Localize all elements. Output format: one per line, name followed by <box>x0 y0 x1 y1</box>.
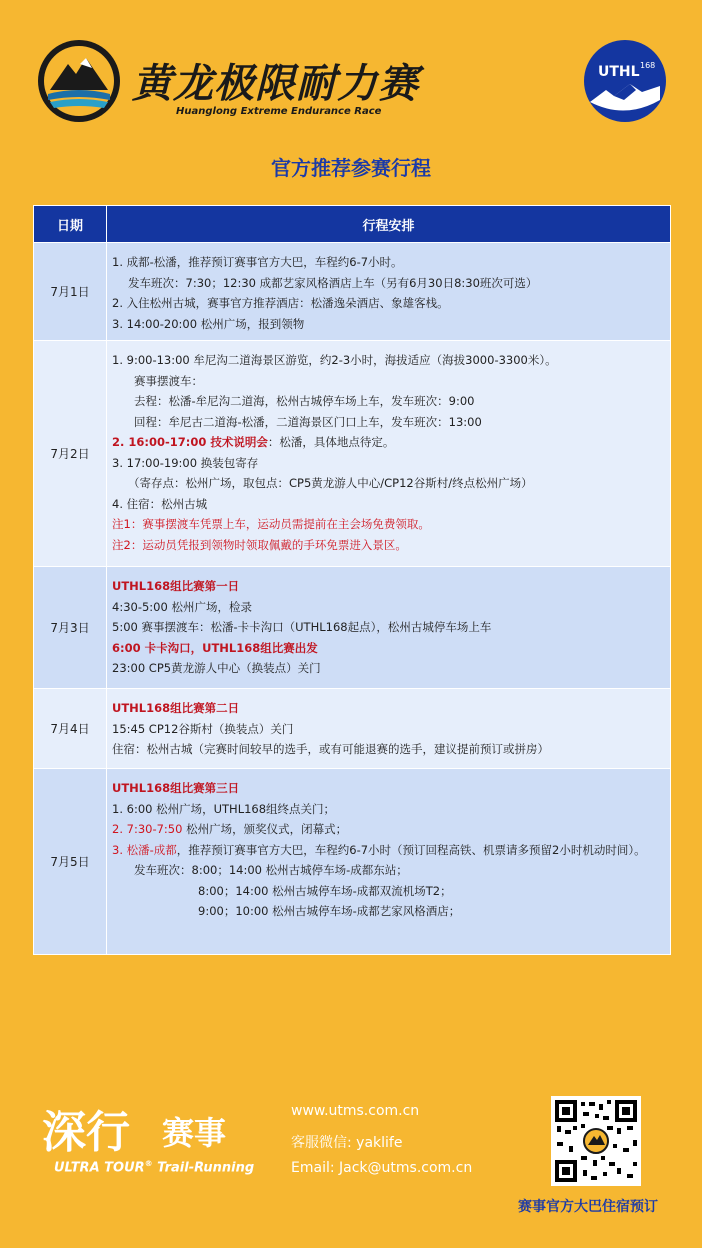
plan-line: 8:00；14:00 松州古城停车场-成都双流机场T2； <box>198 883 452 898</box>
day-heading: UTHL168组比赛第一日 <box>112 579 240 593</box>
plan-line: 15:45 CP12谷斯村（换装点）关门 <box>112 721 294 736</box>
plan-line: 23:00 CP5黄龙游人中心（换装点）关门 <box>112 661 321 675</box>
footer-logo-en <box>54 1159 254 1175</box>
plan-line: 4:30-5:00 松州广场，检录 <box>112 599 252 614</box>
row-date: 7月4日 <box>34 689 107 768</box>
registered-mark: ® <box>144 1159 153 1168</box>
huanglong-logo <box>36 38 122 124</box>
plan-text: ，推荐预订赛事官方大巴，车程约6-7小时（预订回程高铁、机票请多预留2小时机动时间）。 <box>176 842 646 857</box>
column-header-date: 日期 <box>34 206 107 242</box>
row-date: 7月5日 <box>34 769 107 954</box>
row-plan <box>107 341 670 566</box>
footer-wechat: 客服微信: yaklife <box>291 1135 403 1151</box>
footer-email[interactable]: Email: Jack@utms.com.cn <box>291 1160 473 1176</box>
highlight-text: 2. 16:00-17:00 技术说明会 <box>112 435 268 449</box>
plan-line: 3. 17:00-19:00 换装包寄存 <box>112 455 259 470</box>
uthl-text: UTHL <box>598 64 640 80</box>
plan-line: 1. 9:00-13:00 牟尼沟二道海景区游览，约2-3小时，海拔适应（海拔3000-3300米）。 <box>112 353 557 367</box>
column-header-plan: 行程安排 <box>362 218 415 234</box>
qr-code-icon[interactable] <box>551 1096 641 1186</box>
plan-text: 松州广场，颁奖仪式，闭幕式； <box>182 822 348 836</box>
highlight-line: 6:00 卡卡沟口，UTHL168组比赛出发 <box>112 640 318 655</box>
qr-caption: 赛事官方大巴住宿预订 <box>518 1199 658 1215</box>
brand-title-en: Huanglong Extreme Endurance Race <box>176 106 382 117</box>
note-line: 注1：赛事摆渡车凭票上车，运动员需提前在主会场免费领取。 <box>112 517 430 531</box>
uthl-168-logo <box>584 40 666 122</box>
row-plan <box>107 689 670 768</box>
plan-line: （寄存点：松州广场，取包点：CP5黄龙游人中心/CP12谷斯村/终点松州广场） <box>128 476 533 490</box>
row-date: 7月2日 <box>34 341 107 566</box>
plan-line <box>112 819 662 840</box>
plan-line: 去程：松潘-牟尼沟二道海，松州古城停车场上车，发车班次：9:00 <box>134 394 475 408</box>
itinerary-table <box>33 205 671 955</box>
plan-line: 4. 住宿：松州古城 <box>112 496 208 511</box>
row-plan <box>107 243 670 340</box>
plan-line: 发车班次：8:00；14:00 松州古城停车场-成都东站； <box>134 863 408 877</box>
plan-line: 1. 成都-松潘，推荐预订赛事官方大巴，车程约6-7小时。 <box>112 255 403 269</box>
page-title: 官方推荐参赛行程 <box>271 156 431 180</box>
note-line: 注2：运动员凭报到领物时领取佩戴的手环免票进入景区。 <box>112 537 407 552</box>
footer-logo-en-b: Trail-Running <box>157 1160 255 1176</box>
highlight-text: 3. 松潘-成都 <box>112 842 177 857</box>
plan-line: 回程：牟尼古二道海-松潘，二道海景区门口上车，发车班次：13:00 <box>134 414 482 429</box>
uthl-sup: 168 <box>640 61 656 70</box>
plan-line <box>112 840 662 861</box>
footer-logo-cn: 深行 <box>42 1107 130 1158</box>
day-heading: UTHL168组比赛第二日 <box>112 701 240 715</box>
plan-line: 2. 入住松州古城，赛事官方推荐酒店：松潘逸朵酒店、象雄客栈。 <box>112 296 449 310</box>
row-date: 7月1日 <box>34 243 107 340</box>
plan-line: 1. 6:00 松州广场，UTHL168组终点关门； <box>112 801 336 816</box>
table-row <box>34 768 670 954</box>
plan-line: 发车班次：7:30；12:30 成都艺家风格酒店上车（另有6月30日8:30班次可选） <box>128 275 538 290</box>
table-row <box>34 566 670 688</box>
table-header <box>34 206 670 242</box>
day-heading: UTHL168组比赛第三日 <box>112 781 240 795</box>
footer-logo-saishi: 赛事 <box>162 1114 227 1152</box>
table-row <box>34 242 670 340</box>
row-plan <box>107 769 670 954</box>
plan-line: 住宿：松州古城（完赛时间较早的选手，或有可能退赛的选手，建议提前预订或拼房） <box>112 742 549 756</box>
plan-line: 3. 14:00-20:00 松州广场，报到领物 <box>112 316 305 331</box>
highlight-text: 2. 7:30-7:50 <box>112 822 183 836</box>
plan-line: 赛事摆渡车： <box>134 373 203 388</box>
plan-text: ：松潘，具体地点待定。 <box>267 435 395 449</box>
footer-logo-en-a: ULTRA TOUR <box>54 1160 145 1176</box>
row-date: 7月3日 <box>34 567 107 688</box>
plan-line: 5:00 赛事摆渡车：松潘-卡卡沟口（UTHL168起点），松州古城停车场上车 <box>112 620 492 634</box>
footer-website[interactable]: www.utms.com.cn <box>291 1103 420 1119</box>
row-plan <box>107 567 670 688</box>
brand-title-cn: 黄龙极限耐力赛 <box>132 61 419 107</box>
plan-line <box>112 432 662 453</box>
table-row <box>34 340 670 566</box>
table-row <box>34 688 670 768</box>
plan-line: 9:00；10:00 松州古城停车场-成都艺家风格酒店； <box>198 904 461 918</box>
